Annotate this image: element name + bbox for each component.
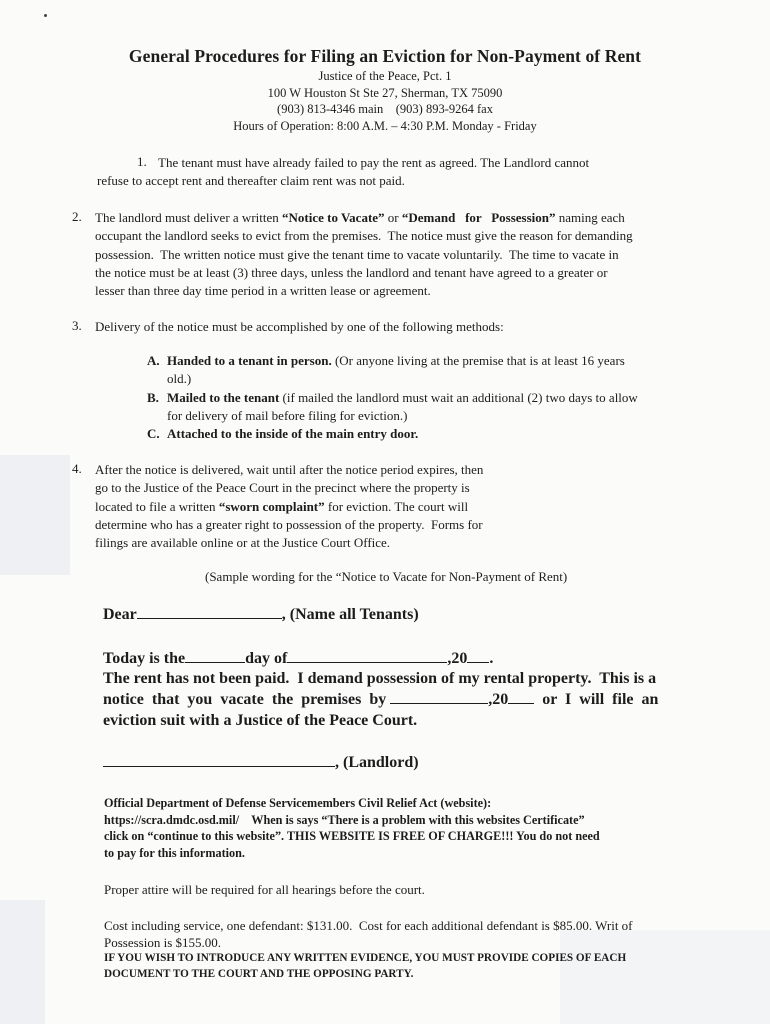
step-4-line-5: filings are available online or at the Justice Court Office. (95, 535, 391, 551)
step-2-text (95, 209, 745, 300)
scan-shade-left-bottom (0, 900, 45, 1024)
step-1-text (97, 154, 737, 191)
method-b-line-2: for delivery of mail before filing for eviction.) (167, 407, 408, 423)
scra-l2b: When is says “There is a problem with this websites Certificate” (251, 812, 585, 827)
method-c (147, 425, 747, 443)
letter-line-4 (103, 689, 733, 710)
method-a-rest: (Or anyone living at the premise that is at least 16 years (331, 353, 625, 368)
scan-dot (44, 14, 47, 17)
method-b-title: Mailed to the tenant (167, 390, 280, 405)
document-title: General Procedures for Filing an Eviction for Non-Payment of Rent (128, 46, 642, 66)
step-1-line-1: The tenant must have already failed to pay the rent as agreed. The Landlord cannot (158, 155, 590, 170)
method-b-rest: (if mailed the landlord must wait an additional (2) two days to allow (279, 390, 638, 405)
court-name: Justice of the Peace, Pct. 1 (318, 69, 452, 83)
letter-dear: Dear (103, 606, 137, 623)
step-4-line-3 (95, 498, 565, 516)
method-a-label: A. (147, 353, 160, 368)
step-4-l3c: for eviction. The court will (324, 498, 469, 514)
method-a-line-2: old.) (167, 370, 192, 386)
step-4-number: 4. (72, 461, 82, 476)
letter-l4b: ,20 (488, 691, 509, 708)
month-blank[interactable] (287, 648, 447, 663)
vacate-year-blank[interactable] (508, 689, 534, 704)
method-b-line-1 (147, 389, 747, 407)
letter-l4c: or I will file an (542, 691, 659, 708)
demand-for-possession-term: “Demand for Possession” (401, 210, 556, 225)
step-2-line-5: lesser than three day time period in a written lease or agreement. (95, 283, 431, 299)
scan-shade-left-mid (0, 455, 70, 575)
court-address: 100 W Houston St Ste 27, Sherman, TX 75090 (267, 86, 503, 100)
letter-landlord: , (Landlord) (335, 754, 419, 771)
step-4-text (95, 461, 565, 552)
method-a-title: Handed to a tenant in person. (167, 353, 332, 368)
year-blank[interactable] (467, 648, 489, 663)
evidence-line-2: DOCUMENT TO THE COURT AND THE OPPOSING PARTY. (104, 968, 414, 980)
letter-l4a: notice that you vacate the premises by (103, 691, 387, 708)
attire-note: Proper attire will be required for all hearings before the court. (104, 882, 425, 897)
step-3-intro: Delivery of the notice must be accomplished by one of the following methods: (95, 319, 504, 334)
scra-line-1: Official Department of Defense Servicemembers Civil Relief Act (website): (104, 796, 492, 810)
vacate-date-blank[interactable] (390, 689, 488, 704)
evidence-line-1: IF YOU WISH TO INTRODUCE ANY WRITTEN EVIDENCE, YOU MUST PROVIDE COPIES OF EACH (104, 952, 627, 964)
step-2-l1e: naming each (555, 210, 625, 225)
scra-url[interactable]: https://scra.dmdc.osd.mil/ (104, 812, 240, 827)
step-2-line-1 (95, 209, 745, 227)
scra-line-2 (104, 812, 744, 829)
tenant-name-blank[interactable] (137, 604, 282, 619)
letter-date-line (103, 648, 493, 669)
step-4-l3a: located to file a written (95, 498, 219, 514)
letter-body (103, 668, 733, 731)
letter-day-of: day of (245, 650, 288, 667)
step-4-line-2: go to the Justice of the Peace Court in the precinct where the property is (95, 480, 470, 496)
step-2-number: 2. (72, 209, 82, 224)
scra-line-3: click on “continue to this website”. THIS WEBSITE IS FREE OF CHARGE!!! You do not need (104, 829, 600, 843)
step-2-line-2: occupant the landlord seeks to evict from the premises. The notice must give the reason for demanding (95, 228, 633, 244)
step-2-line-4: the notice must be at least (3) three days, unless the landlord and tenant have agreed to a greater or (95, 264, 608, 280)
step-2-line-3: possession. The written notice must give the tenant time to vacate voluntarily. The time to vacate in (95, 246, 619, 262)
court-hours: Hours of Operation: 8:00 A.M. – 4:30 P.M. Monday - Friday (233, 119, 537, 133)
step-2-l1c: or (384, 210, 402, 225)
court-phone: (903) 813-4346 main (903) 893-9264 fax (277, 102, 493, 116)
cost-line-1: Cost including service, one defendant: $131.00. Cost for each additional defendant is $85.00. Writ of (104, 918, 633, 933)
letter-line-5: eviction suit with a Justice of the Peace Court. (103, 712, 418, 729)
letter-dear-line (103, 604, 419, 625)
cost-line-2: Possession is $155.00. (104, 935, 222, 950)
method-b-label: B. (147, 390, 159, 405)
step-2-l1a: The landlord must deliver a written (95, 210, 283, 225)
letter-year-20: ,20 (447, 650, 468, 667)
step-4-line-4: determine who has a greater right to possession of the property. Forms for (95, 516, 483, 532)
method-c-label: C. (147, 426, 160, 441)
landlord-signature-blank[interactable] (103, 752, 335, 767)
landlord-signature-line (103, 752, 419, 773)
step-1-line-2: refuse to accept rent and thereafter claim rent was not paid. (97, 173, 405, 189)
letter-date-period: . (489, 650, 494, 667)
sample-wording-caption: (Sample wording for the “Notice to Vacate for Non-Payment of Rent) (205, 569, 568, 584)
letter-today: Today is the (103, 650, 186, 667)
cost-info (104, 917, 744, 951)
method-a (147, 352, 747, 387)
letter-line-3: The rent has not been paid. I demand possession of my rental property. This is a (103, 670, 657, 687)
scra-line-4: to pay for this information. (104, 845, 245, 860)
letter-name-all-tenants: , (Name all Tenants) (281, 606, 419, 623)
notice-to-vacate-term: “Notice to Vacate” (282, 210, 385, 225)
method-c-title: Attached to the inside of the main entry door. (167, 426, 419, 441)
evidence-warning (104, 950, 744, 982)
method-a-line-1 (147, 352, 747, 370)
scra-notice (104, 795, 744, 861)
sworn-complaint-term: “sworn complaint” (218, 498, 325, 514)
method-b (147, 389, 747, 424)
step-3-number: 3. (72, 318, 82, 333)
step-1-number: 1. (137, 154, 147, 169)
step-4-line-1: After the notice is delivered, wait until after the notice period expires, then (95, 462, 484, 477)
day-blank[interactable] (185, 648, 245, 663)
